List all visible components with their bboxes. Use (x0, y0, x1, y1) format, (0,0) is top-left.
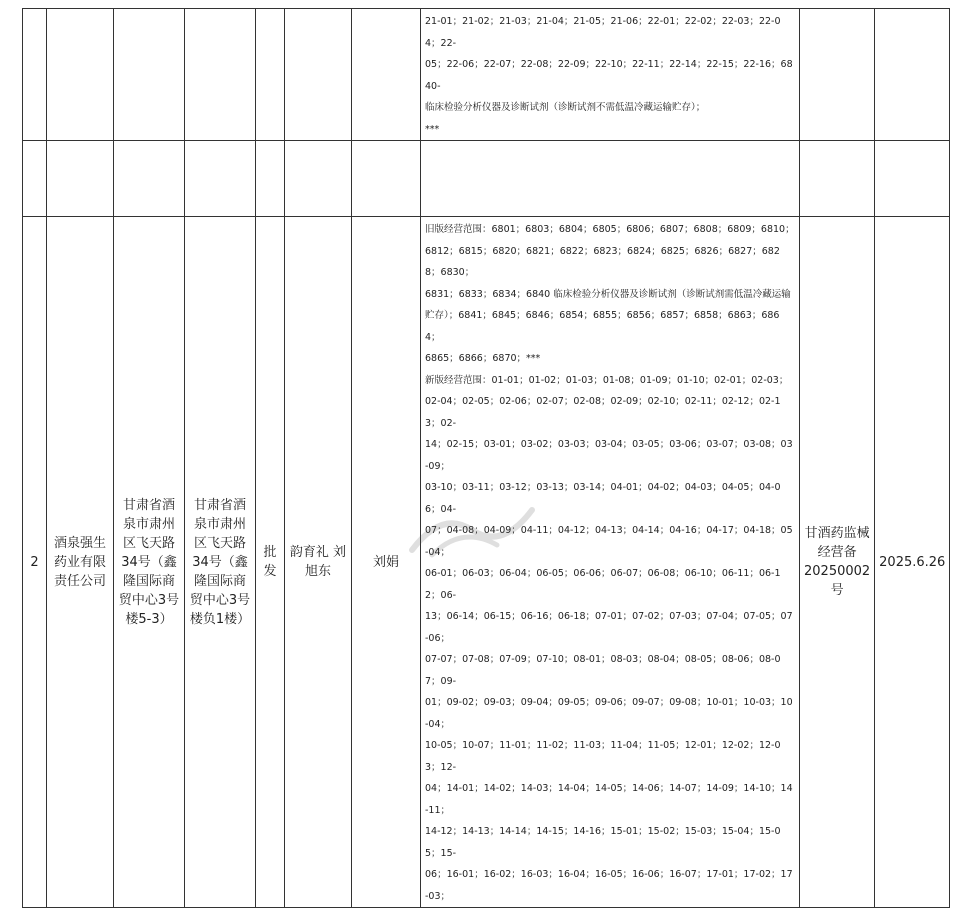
filing-date-cell (875, 217, 950, 908)
table-cell (23, 9, 47, 141)
table-cell (23, 141, 47, 217)
table-cell (285, 9, 352, 141)
table-cell (800, 141, 875, 217)
table-cell (352, 141, 421, 217)
scope-line: 06；16-01；16-02；16-03；16-04；16-05；16-06；16-07；17-01；17-02；17-03； (425, 869, 793, 902)
table-row (23, 9, 950, 141)
table-cell (47, 141, 114, 217)
scope-line: 临床检验分析仪器及诊断试剂（诊断试剂不需低温冷藏运输贮存）； (425, 102, 706, 113)
scope-line: 贮存）；6841；6845；6846；6854；6855；6856；6857；6858；6863；6864； (425, 310, 780, 343)
registered-address-cell (114, 217, 185, 908)
scope-line: 05；22-06；22-07；22-08；22-09；22-10；22-11；22-14；22-15；22-16；6840- (425, 59, 793, 92)
scope-line: *** (425, 123, 440, 135)
scope-line: 04；14-01；14-02；14-03；14-04；14-05；14-06；14-07；14-09；14-10；14-11； (425, 783, 793, 816)
legal-person-cell (285, 217, 352, 908)
scope-line: 6831；6833；6834；6840 临床检验分析仪器及诊断试剂（诊断试剂需低温冷藏运输 (425, 288, 791, 300)
scope-line: 07-07；07-08；07-09；07-10；08-01；08-03；08-04；08-05；08-06；08-07；09- (425, 654, 781, 687)
scope-line: 14-12；14-13；14-14；14-15；14-16；15-01；15-02；15-03；15-04；15-05；15- (425, 826, 781, 859)
scope-line: 14；02-15；03-01；03-02；03-03；03-04；03-05；03-06；03-07；03-08；03-09； (425, 439, 793, 472)
table-cell (256, 141, 285, 217)
warehouse-address: 甘肃省酒泉市肃州区飞天路34号（鑫隆国际商贸中心3号楼负1楼） (189, 497, 251, 627)
scope-line: 06-01；06-03；06-04；06-05；06-06；06-07；06-08；06-10；06-11；06-12；06- (425, 568, 781, 601)
registered-address: 甘肃省酒泉市肃州区飞天路34号（鑫隆国际商贸中心3号楼5-3） (118, 497, 180, 627)
table-cell (800, 9, 875, 141)
business-scope-cell (421, 9, 800, 141)
business-scope-cell (421, 217, 800, 908)
business-mode: 批发 (263, 545, 277, 579)
quality-manager: 刘娟 (372, 554, 399, 570)
scope-line: 13；06-14；06-15；06-16；06-18；07-01；07-02；07-03；07-04；07-05；07-06； (425, 611, 793, 644)
scope-line: 6865；6866；6870；*** (425, 353, 541, 364)
table-cell (285, 141, 352, 217)
scope-line: 07；04-08；04-09；04-11；04-12；04-13；04-14；04-16；04-17；04-18；05-04； (425, 525, 793, 558)
table-cell (421, 141, 800, 217)
scope-line: 21-01；21-02；21-03；21-04；21-05；21-06；22-01；22-02；22-03；22-04；22- (425, 16, 781, 49)
record-number-cell (800, 217, 875, 908)
table-cell (352, 9, 421, 141)
company-name-cell (47, 217, 114, 908)
scope-line: 03-10；03-11；03-12；03-13；03-14；04-01；04-02；04-03；04-05；04-06；04- (425, 482, 781, 515)
filing-table (22, 8, 950, 908)
scope-line: 6812；6815；6820；6821；6822；6823；6824；6825；6826；6827；6828；6830； (425, 245, 780, 278)
table-cell (185, 141, 256, 217)
company-name: 酒泉强生药业有限责任公司 (53, 535, 106, 589)
table-cell (114, 9, 185, 141)
filing-date: 2025.6.26 (879, 554, 946, 570)
table-cell (47, 9, 114, 141)
warehouse-address-cell (185, 217, 256, 908)
table-cell (875, 9, 950, 141)
business-mode-cell (256, 217, 285, 908)
table-cell (875, 141, 950, 217)
table-cell (256, 9, 285, 141)
table-cell (114, 141, 185, 217)
scope-line: 01；09-02；09-03；09-04；09-05；09-06；09-07；09-08；10-01；10-03；10-04； (425, 697, 793, 730)
row-index: 2 (23, 217, 47, 908)
table-row (23, 217, 950, 908)
table-cell (185, 9, 256, 141)
scope-line: 10-05；10-07；11-01；11-02；11-03；11-04；11-05；12-01；12-02；12-03；12- (425, 740, 781, 773)
scope-line: 旧版经营范围：6801；6803；6804；6805；6806；6807；6808；6809；6810； (425, 224, 795, 235)
quality-manager-cell (352, 217, 421, 908)
table-row (23, 141, 950, 217)
legal-person: 韵育礼 刘旭东 (289, 545, 347, 579)
scope-line: 新版经营范围：01-01；01-02；01-03；01-08；01-09；01-10；02-01；02-03； (425, 374, 789, 386)
scope-line: 02-04；02-05；02-06；02-07；02-08；02-09；02-10；02-11；02-12；02-13；02- (425, 396, 781, 429)
record-number: 甘酒药监械经营备20250002号 (804, 526, 871, 598)
